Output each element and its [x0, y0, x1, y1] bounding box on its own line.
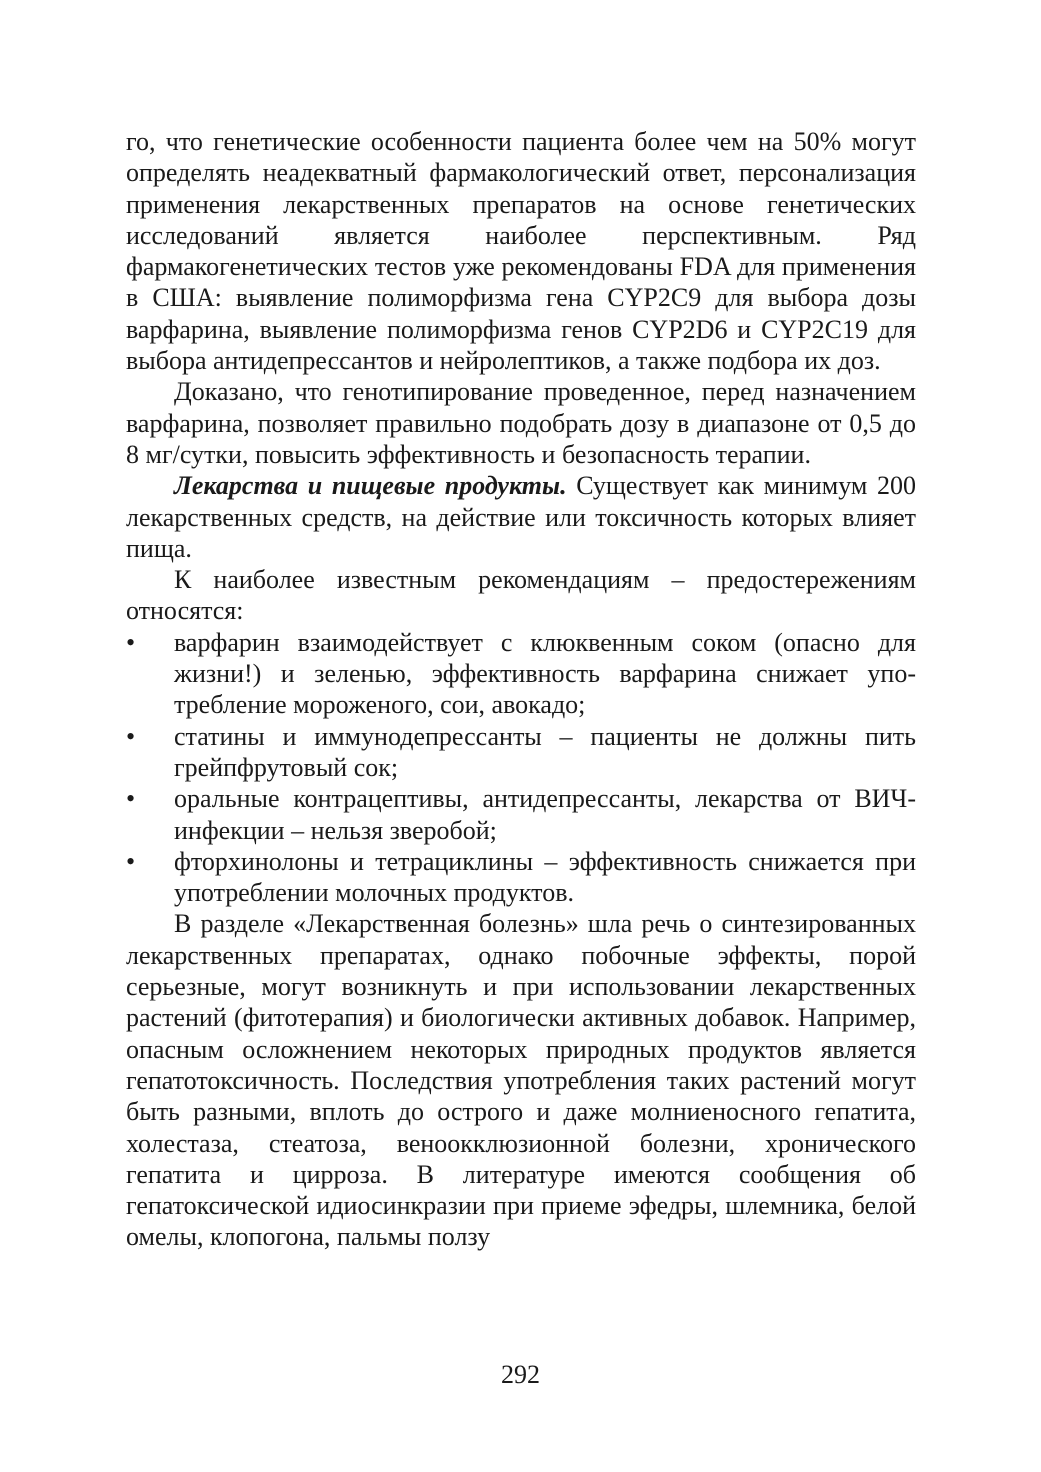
- list-item-text: варфарин взаимодействует с клюквенным соком (опасно для жизни!) и зеленью, эффективность варфарина снижает употребление мороженого, сои, авокадо;: [174, 627, 916, 720]
- page-body: [126, 126, 916, 1253]
- list-item: [126, 721, 916, 784]
- bullet-icon: •: [126, 846, 136, 876]
- page-number: 292: [501, 1360, 540, 1389]
- paragraph-herbal-medicine: В разделе «Лекарственная болезнь» шла речь о синтезированных лекарственных препаратах, однако побочные эффекты, порой серьезные, могут возникнуть и при использовании лекарственных растений (фитотерапия) и биологически активных добавок. Например, опасным осложнением некоторых природных продуктов является гепатотоксичность. Последствия употребления таких растений могут быть разными, вплоть до острого и даже молниеносного гепатита, холестаза, стеатоза, веноокклюзионной болезни, хронического гепатита и цирроза. В литературе имеются сообщения об гепатоксической идиосинкразии при приеме эфедры, шлемника, белой омелы, клопогона, пальмы ползу: [126, 909, 916, 1252]
- list-item-text: оральные контрацептивы, антидепрессанты, лекарства от ВИЧ-инфекции – нельзя зверобой;: [174, 784, 916, 845]
- list-item-text: фторхинолоны и тетрациклины – эффективность снижается при употреблении молочных продуктов.: [174, 846, 916, 908]
- list-item: [126, 846, 916, 909]
- paragraph-genotyping: Доказано, что генотипирование проведенное, перед назначением варфарина, позволяет правильно подобрать дозу в диапазоне от 0,5 до 8 мг/сутки, повысить эффективность и безопасность терапии.: [126, 377, 916, 469]
- list-item: [126, 783, 916, 846]
- paragraph-continuation: го, что генетические особенности пациента более чем на 50% могут определять неадекватный фармакологический ответ, персонализация применения лекарственных препаратов на основе генетических исследований является наиболее перспективным. Ряд фармакогенетических тестов уже рекомендованы FDA для применения в США: выявление полиморфизма гена CYP2C9 для выбора дозы варфарина, выявление полиморфизма генов CYP2D6 и CYP2C19 для выбора антидепрессантов и нейролептиков, а также подбора их доз.: [126, 127, 916, 376]
- bullet-list: [126, 627, 916, 909]
- bullet-icon: •: [126, 721, 136, 751]
- section-heading-text: Существует как минимум 200 лекарственных средств, на действие или токсичность которых влияет пища.: [126, 471, 916, 563]
- bullet-icon: •: [126, 627, 136, 657]
- section-heading: Лекарства и пищевые продукты.: [174, 471, 567, 501]
- list-item-text: статины и иммунодепрессанты – пациенты не должны пить грейпфрутовый сок;: [174, 721, 916, 782]
- list-item: [126, 627, 916, 721]
- paragraph-recommendations: К наиболее известным рекомендациям – предостережениям относятся:: [126, 565, 916, 626]
- paragraph-food-drugs: [126, 470, 916, 564]
- bullet-icon: •: [126, 784, 136, 814]
